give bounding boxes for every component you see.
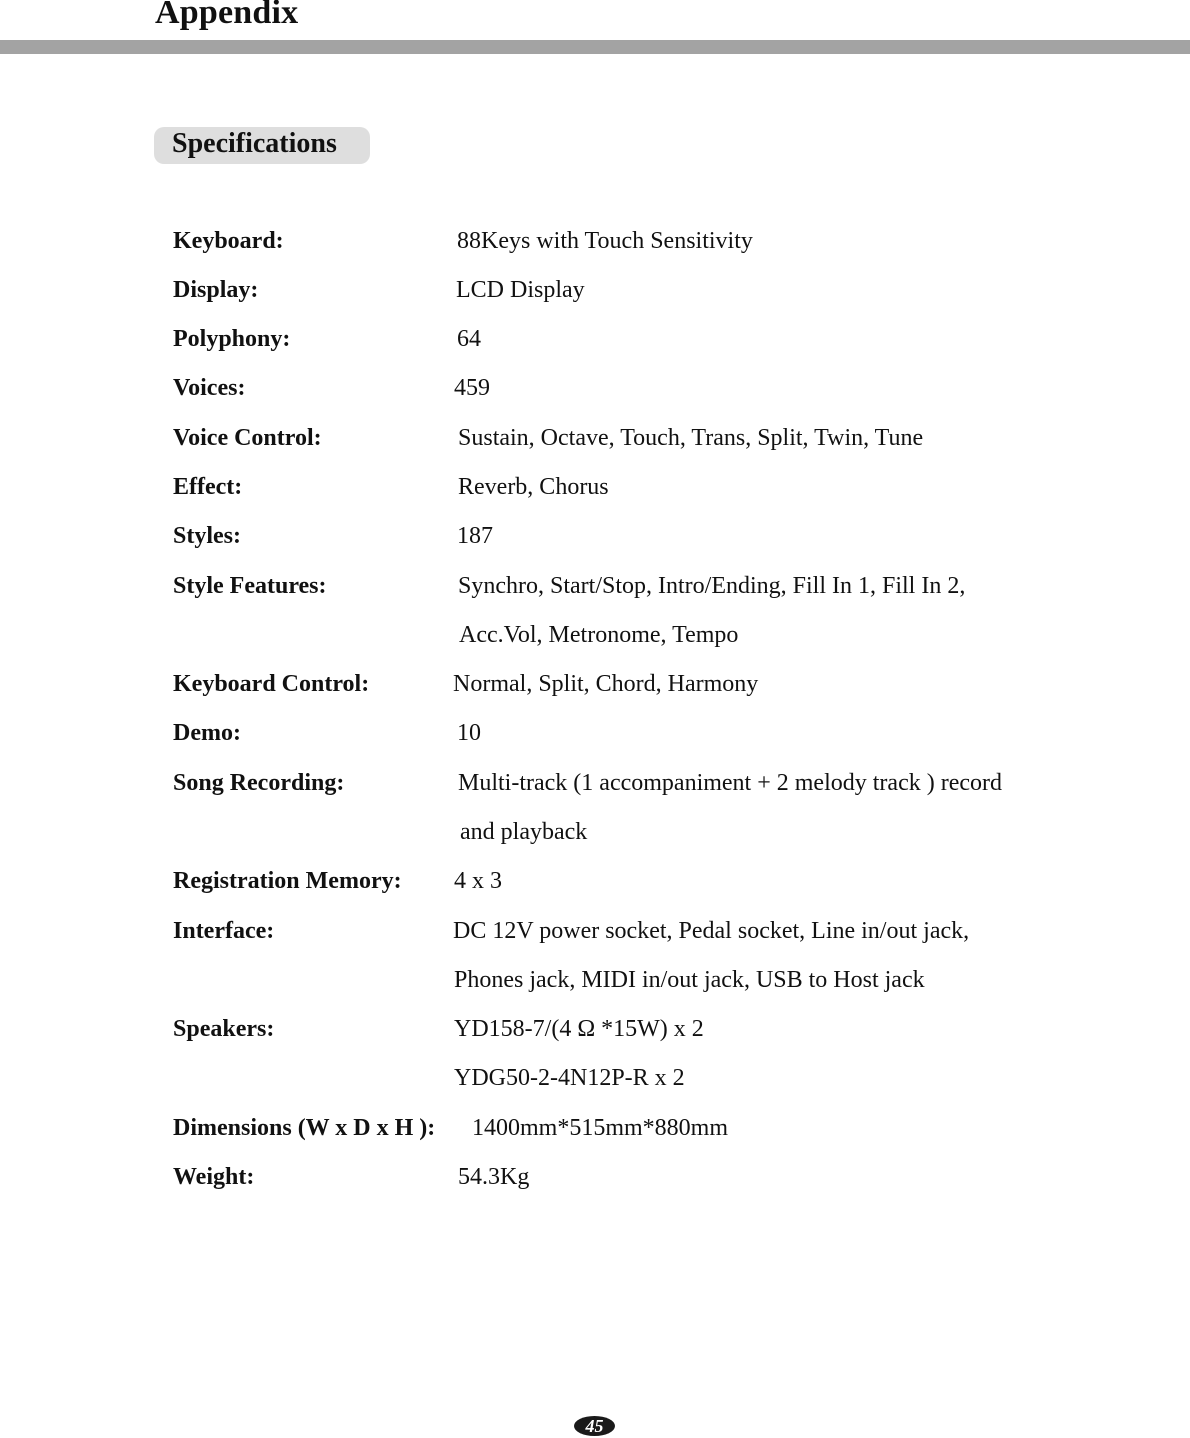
spec-row-registration-memory bbox=[0, 866, 1190, 896]
spec-label: Keyboard Control: bbox=[173, 671, 370, 697]
spec-value: 459 bbox=[454, 375, 490, 401]
spec-row-song-recording bbox=[0, 768, 1190, 798]
spec-row-speakers bbox=[0, 1014, 1190, 1044]
spec-value: 54.3Kg bbox=[458, 1164, 530, 1190]
spec-value: LCD Display bbox=[456, 277, 585, 303]
section-title: Specifications bbox=[172, 128, 337, 159]
spec-value: Multi-track (1 accompaniment + 2 melody track ) record bbox=[458, 770, 1002, 796]
spec-row-interface-cont bbox=[0, 965, 1190, 995]
spec-row-voice-control bbox=[0, 423, 1190, 453]
section-header bbox=[154, 127, 370, 164]
spec-value: 64 bbox=[457, 326, 481, 352]
spec-label: Voices: bbox=[173, 375, 246, 401]
spec-value: Acc.Vol, Metronome, Tempo bbox=[459, 622, 739, 648]
spec-label: Effect: bbox=[173, 474, 243, 500]
spec-row-style-features-cont bbox=[0, 620, 1190, 650]
spec-value: 88Keys with Touch Sensitivity bbox=[457, 228, 753, 254]
spec-value: 4 x 3 bbox=[454, 868, 502, 894]
page-title: Appendix bbox=[155, 0, 299, 31]
spec-row-effect bbox=[0, 472, 1190, 502]
spec-row-demo bbox=[0, 718, 1190, 748]
spec-value: Reverb, Chorus bbox=[458, 474, 609, 500]
spec-row-keyboard bbox=[0, 226, 1190, 256]
spec-row-styles bbox=[0, 521, 1190, 551]
spec-label: Weight: bbox=[173, 1164, 255, 1190]
spec-row-weight bbox=[0, 1162, 1190, 1192]
spec-value: Synchro, Start/Stop, Intro/Ending, Fill In 1, Fill In 2, bbox=[458, 573, 966, 599]
spec-label: Song Recording: bbox=[173, 770, 345, 796]
page-number: 45 bbox=[574, 1416, 615, 1436]
spec-label: Polyphony: bbox=[173, 326, 291, 352]
spec-label: Dimensions (W x D x H ): bbox=[173, 1115, 436, 1141]
spec-label: Registration Memory: bbox=[173, 868, 402, 894]
spec-row-style-features bbox=[0, 571, 1190, 601]
spec-label: Style Features: bbox=[173, 573, 327, 599]
spec-row-speakers-cont bbox=[0, 1063, 1190, 1093]
title-rule bbox=[0, 40, 1190, 54]
spec-label: Interface: bbox=[173, 918, 275, 944]
spec-label: Speakers: bbox=[173, 1016, 275, 1042]
spec-value: Phones jack, MIDI in/out jack, USB to Host jack bbox=[454, 967, 925, 993]
spec-value: DC 12V power socket, Pedal socket, Line in/out jack, bbox=[453, 918, 970, 944]
spec-value: 187 bbox=[457, 523, 493, 549]
spec-label: Styles: bbox=[173, 523, 241, 549]
spec-row-display bbox=[0, 275, 1190, 305]
spec-row-keyboard-control bbox=[0, 669, 1190, 699]
spec-row-polyphony bbox=[0, 324, 1190, 354]
spec-label: Keyboard: bbox=[173, 228, 284, 254]
spec-value: YDG50-2-4N12P-R x 2 bbox=[454, 1065, 685, 1091]
spec-label: Demo: bbox=[173, 720, 241, 746]
spec-value: and playback bbox=[460, 819, 588, 845]
spec-row-voices bbox=[0, 373, 1190, 403]
spec-row-song-recording-cont bbox=[0, 817, 1190, 847]
spec-label: Voice Control: bbox=[173, 425, 322, 451]
spec-value: YD158-7/(4 Ω *15W) x 2 bbox=[454, 1016, 704, 1042]
spec-label: Display: bbox=[173, 277, 259, 303]
spec-row-interface bbox=[0, 916, 1190, 946]
spec-value: 1400mm*515mm*880mm bbox=[472, 1115, 729, 1141]
spec-row-dimensions bbox=[0, 1113, 1190, 1143]
spec-value: 10 bbox=[457, 720, 481, 746]
spec-value: Normal, Split, Chord, Harmony bbox=[453, 671, 759, 697]
spec-value: Sustain, Octave, Touch, Trans, Split, Twin, Tune bbox=[458, 425, 924, 451]
